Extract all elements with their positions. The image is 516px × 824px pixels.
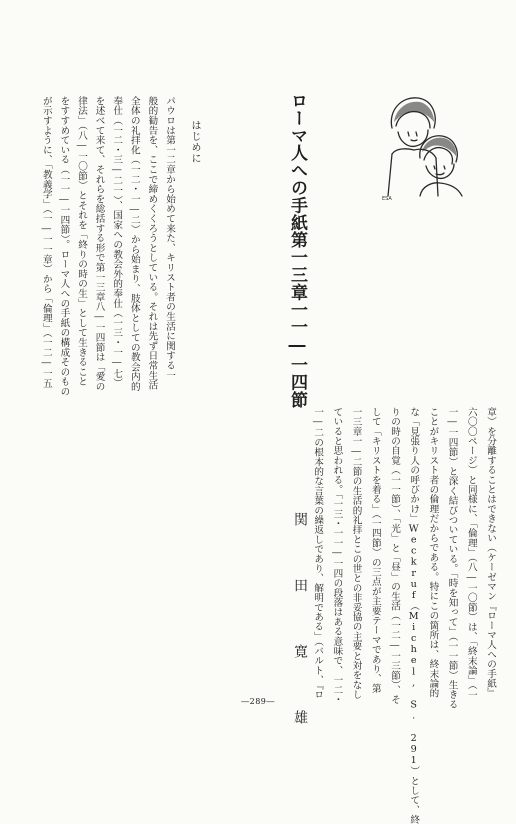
text-line: 一―一四節）と深く結びついている。「時を知って」（一一節）生きる	[446, 407, 458, 710]
text-line: ことがキリスト者の倫理だからである。特にこの箇所は、終末論的	[427, 407, 439, 698]
text-line: りの時の自覚（一一節）、「光」と「昼」の生活（一二―一三節）、そ	[389, 407, 400, 705]
text-line: パウロは第一二章から始めて来た、キリスト者の生活に関する一	[164, 96, 175, 381]
text-line: を述べて来て、それらを総括する形で第一三章八―一四節は「愛の	[93, 96, 105, 392]
illustration-signature: ESA	[382, 196, 392, 202]
text-line: 六〇〇ページ）と同様に、「倫理」（八―一〇節）は、「終末論」（一	[465, 407, 477, 700]
text-line: ていると思われる。「一三・一一―一四の段落はある意味で、一二・	[331, 407, 343, 705]
article-title: ローマ人への手紙第一三章一一―一四節	[287, 92, 307, 409]
text-line: な「見張り人の呼びかけ」Weckruf（Michel, S. 291）として、終	[408, 407, 420, 824]
page-number: ―289―	[241, 697, 275, 706]
section-heading: はじめに	[189, 120, 200, 164]
text-line: 章）を分離することはできない（ケーゼマン『ローマ人への手紙』	[485, 407, 496, 698]
text-line: 律法」（八―一〇節）とそれを「終りの時の生」として生きること	[76, 96, 87, 387]
author-name: 関 田 寛 雄	[292, 512, 308, 742]
text-line: して「キリストを着る」（一四節）の三点が主要テーマであり、第	[369, 407, 381, 694]
text-line: 一三章一―二節の生活的礼拝とこの世との非妥協の主要と対をなし	[350, 407, 362, 700]
illustration-figures-image	[378, 88, 466, 198]
text-line: 全体の礼拝化（一二・一―二）から始まり、肢体としての教会内的	[128, 96, 140, 392]
text-line: 般的勧告を、ここで締めくくろうとしている。それは先ず日常生活	[146, 96, 158, 390]
text-line: をすすめている（一一―一四節）。ローマ人への手紙の構成そのもの	[58, 96, 70, 397]
text-line: が示すように、「教義学」（一―一一章）から「倫理」（一二―一五	[40, 96, 52, 389]
text-line: 奉仕（一二・三―二一）、国家への教会外的奉仕（一三・一―七）	[111, 96, 123, 388]
text-line: 一―二の根本的な言葉の繰返しであり、解明である」（バルト、『ロ	[312, 407, 324, 700]
